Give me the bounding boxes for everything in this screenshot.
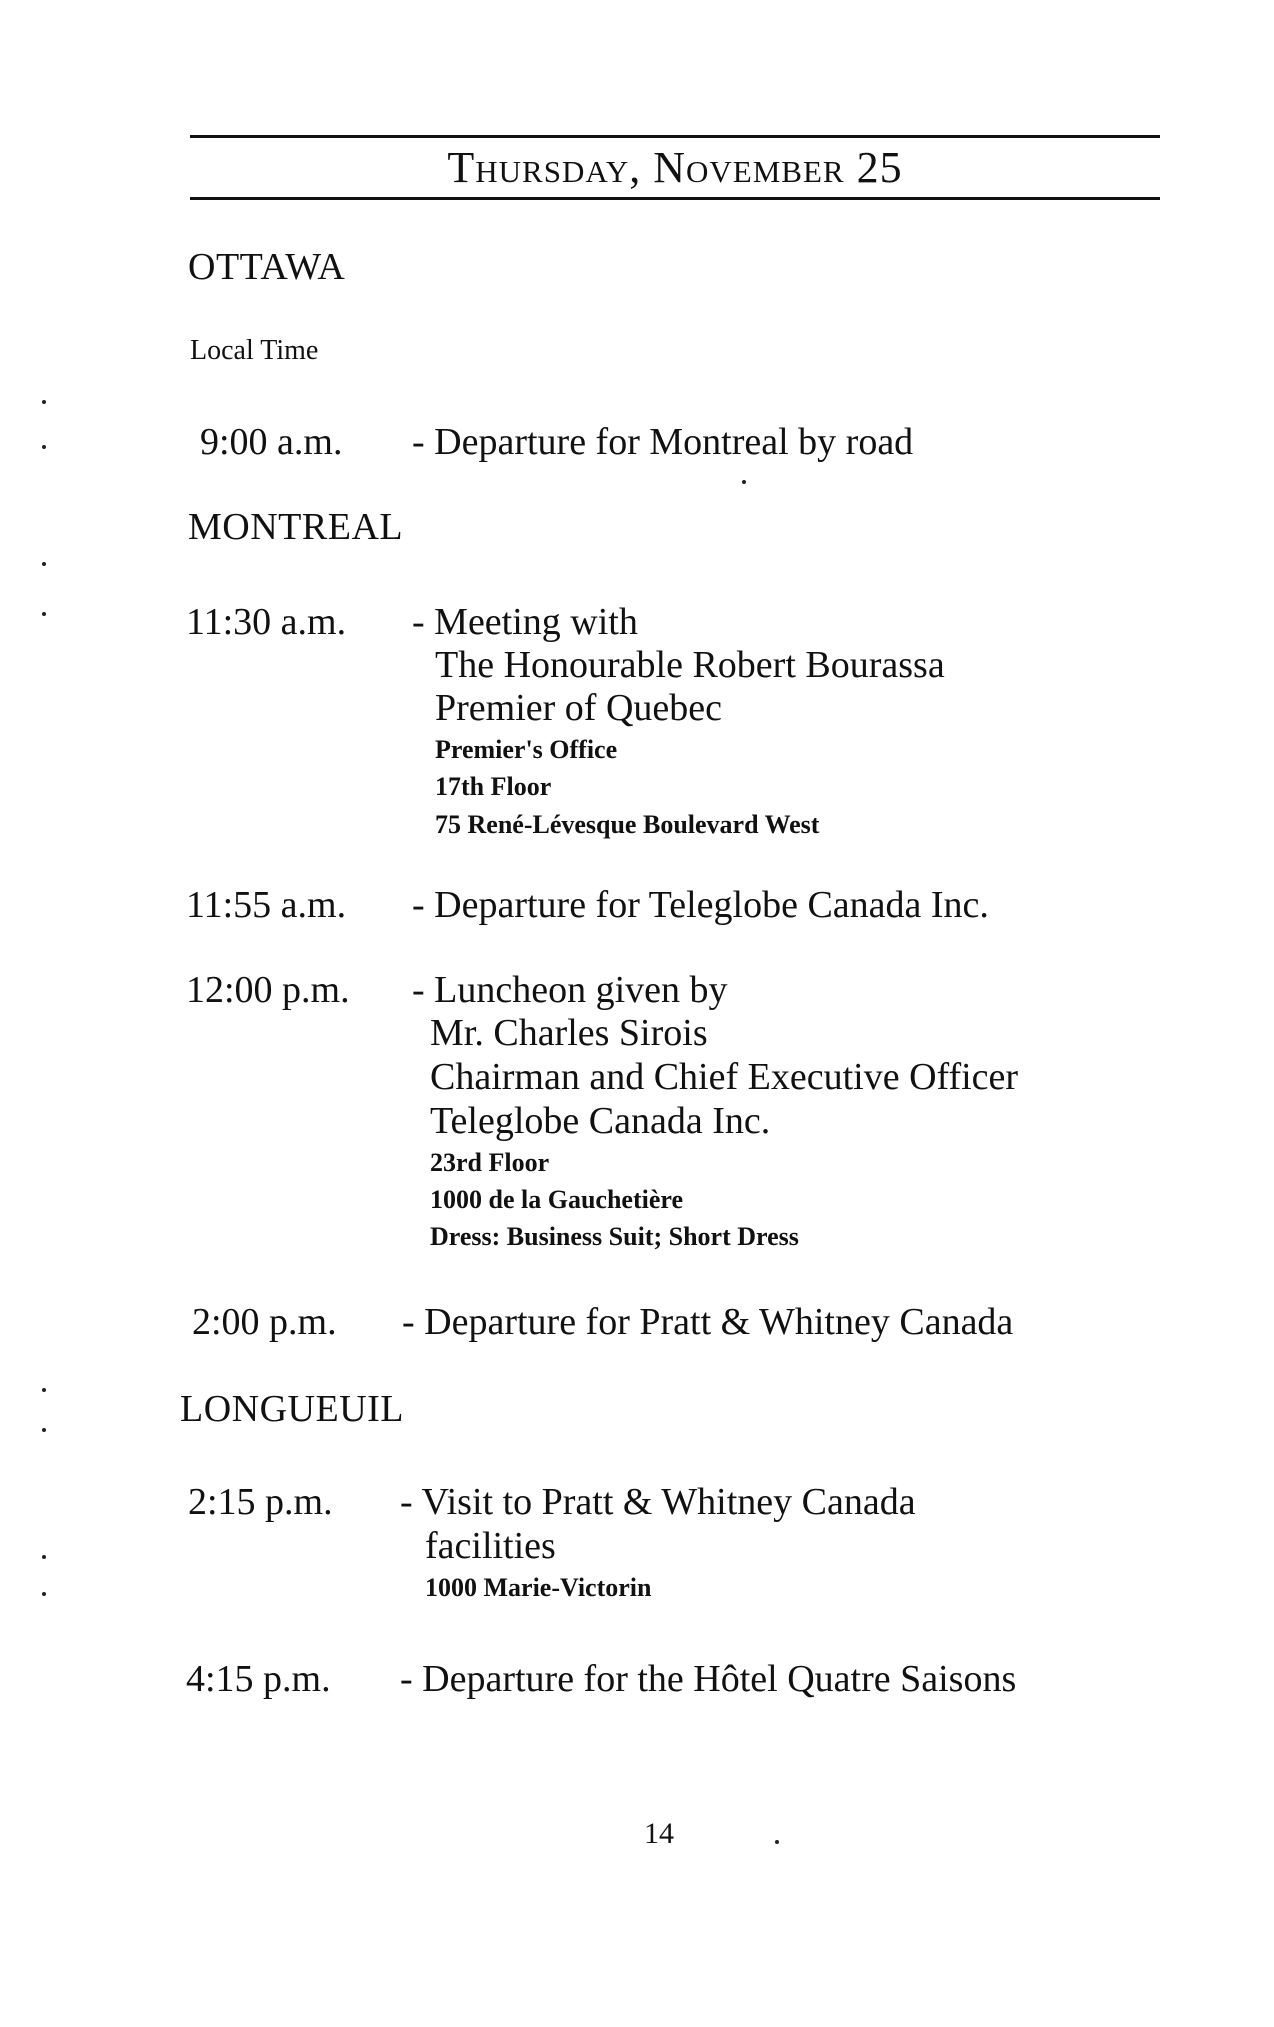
item-time: 2:00 p.m.: [192, 1301, 337, 1343]
item-description: - Departure for Montreal by road: [412, 421, 914, 463]
item-detail: 75 René-Lévesque Boulevard West: [435, 810, 820, 839]
city-heading-longueuil: LONGUEUIL: [180, 1388, 405, 1430]
item-detail: 17th Floor: [435, 772, 552, 801]
item-description: - Departure for Pratt & Whitney Canada: [402, 1301, 1014, 1343]
item-detail: 1000 de la Gauchetière: [430, 1185, 683, 1214]
scan-speckle: [42, 1555, 46, 1559]
scan-speckle: [42, 612, 46, 616]
item-time: 11:30 a.m.: [186, 601, 347, 643]
item-description: The Honourable Robert Bourassa: [435, 644, 945, 686]
item-description: Chairman and Chief Executive Officer: [430, 1056, 1019, 1098]
scan-speckle: [42, 1388, 46, 1392]
city-heading-ottawa: OTTAWA: [188, 246, 346, 288]
scan-speckle: [42, 562, 46, 566]
item-detail: 1000 Marie-Victorin: [425, 1573, 652, 1602]
local-time-label: Local Time: [190, 335, 319, 366]
item-time: 2:15 p.m.: [188, 1481, 333, 1523]
item-description: Premier of Quebec: [435, 687, 722, 729]
item-time: 4:15 p.m.: [186, 1658, 331, 1700]
item-description: - Visit to Pratt & Whitney Canada: [400, 1481, 916, 1523]
page-number: 14: [644, 1817, 674, 1850]
scan-speckle: [42, 1592, 46, 1596]
item-description: - Departure for Teleglobe Canada Inc.: [412, 884, 989, 926]
item-description: - Meeting with: [412, 601, 638, 643]
item-description: - Departure for the Hôtel Quatre Saisons: [400, 1658, 1017, 1700]
header-bottom-rule: [190, 197, 1160, 200]
item-description: Mr. Charles Sirois: [430, 1012, 708, 1054]
scan-speckle: [42, 445, 46, 449]
item-detail: Dress: Business Suit; Short Dress: [430, 1222, 799, 1251]
item-time: 11:55 a.m.: [186, 884, 347, 926]
item-description: Teleglobe Canada Inc.: [430, 1100, 771, 1142]
page-title: Thursday, November 25: [447, 143, 903, 192]
item-description: facilities: [425, 1525, 556, 1567]
item-detail: 23rd Floor: [430, 1148, 550, 1177]
item-time: 9:00 a.m.: [200, 421, 343, 463]
item-time: 12:00 p.m.: [186, 969, 350, 1011]
item-detail: Premier's Office: [435, 735, 618, 764]
scan-speckle: [42, 400, 46, 404]
scan-speckle: [42, 1428, 46, 1432]
city-heading-montreal: MONTREAL: [188, 506, 404, 548]
scan-speckle: [742, 480, 746, 484]
item-description: - Luncheon given by: [412, 969, 728, 1011]
scan-speckle: [775, 1840, 779, 1844]
header-top-rule: [190, 135, 1160, 138]
